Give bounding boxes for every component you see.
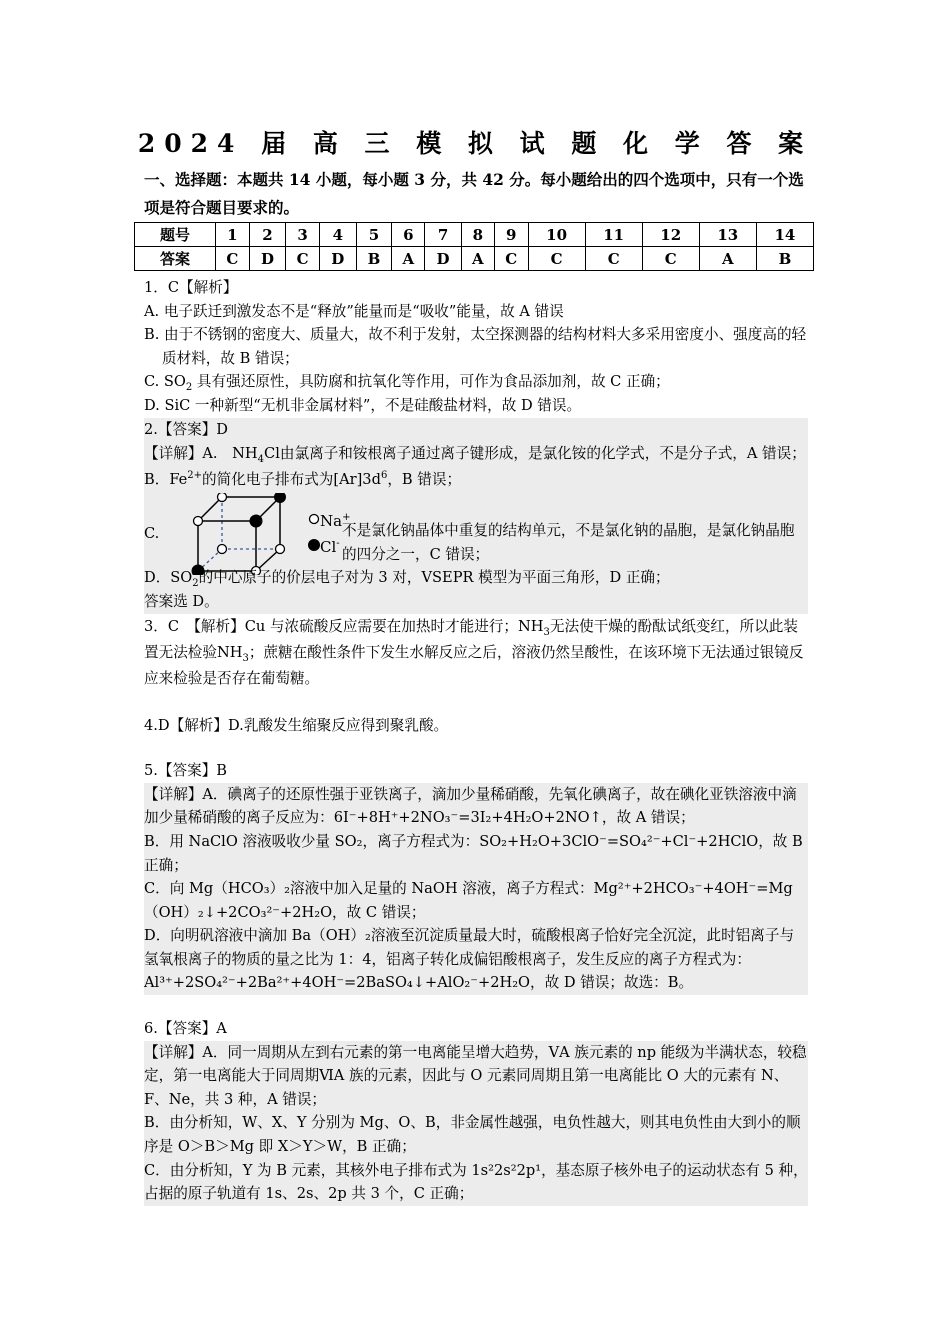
table-cell: 6 <box>392 223 425 247</box>
table-cell: C <box>494 247 528 271</box>
q2-a-formula-end: Cl <box>264 445 280 463</box>
question-6 <box>144 1017 808 1206</box>
q2-b-prefix: B． <box>144 471 170 489</box>
table-cell: B <box>356 247 392 271</box>
table-cell: C <box>286 247 320 271</box>
table-cell: 9 <box>494 223 528 247</box>
q3-text: 3．C 【解析】Cu 与浓硫酸反应需要在加热时才能进行；$NH_3$无法使干燥的酚酞试纸变红，所以此装置无法检验$NH_3$；蔗糖在酸性条件下发生水解反应之后，溶液仍然呈酸性，在该环境下无法通过银镜反应来检验是否存在葡萄糖。 <box>144 617 804 687</box>
q2-b-config: [Ar]3d <box>333 471 381 489</box>
q2-b-ion-charge: 2+ <box>187 470 203 482</box>
q1-c-text: 具有强还原性，具防腐和抗氧化等作用，可作为食品添加剂，故 C 正确； <box>196 373 670 391</box>
q3-post: ；蔗糖在酸性条件下发生水解反应之后，溶液仍然呈酸性，在该环境下无法通过银镜反应来检验是否存在葡萄糖。 <box>144 643 804 687</box>
q2-d-formula: D．SO <box>144 569 193 587</box>
answer-table <box>134 222 814 271</box>
q6-head: 6.【答案】A <box>144 1020 227 1038</box>
table-cell: 12 <box>642 223 699 247</box>
q1-option-d: D. SiC 一种新型“无机非金属材料”，不是硅酸盐材料，故 D 错误。 <box>144 396 582 414</box>
table-cell: C <box>585 247 642 271</box>
q3-mid: 无法使干燥的酚酞试纸变红，所以此装置无法检验 <box>144 617 798 661</box>
question-2 <box>144 418 808 614</box>
table-cell: A <box>461 247 494 271</box>
q2-b-text: ，B 错误； <box>387 471 462 489</box>
question-1 <box>144 276 808 418</box>
legend-na-charge: + <box>342 512 351 524</box>
q3-nh3-repeat: NH <box>216 643 243 661</box>
question-4: 4.D【解析】D.乳酸发生缩聚反应得到聚乳酸。 <box>144 716 449 734</box>
table-cell: 2 <box>249 223 286 247</box>
q2-b-config-sup: 6 <box>380 470 388 482</box>
q2-end: 答案选 D。 <box>144 592 219 610</box>
legend-na-symbol: Na <box>320 512 343 531</box>
q2-c-label: C. <box>144 525 160 543</box>
crystal-structure-diagram <box>166 493 343 575</box>
q5-option-d: D．向明矾溶液中滴加 Ba（OH）₂溶液至沉淀质量最大时，硫酸根离子恰好完全沉淀，此时铝离子与氢氧根离子的物质的量之比为 1：4，铝离子转化成偏铝酸根离子，发生反应的离子方程式为：Al³⁺+2SO₄²⁻+2Ba²⁺+4OH⁻=2BaSO₄↓+AlO₂⁻+2H₂O，故 D 错误；故选：B。 <box>144 927 795 992</box>
q1-head: 1．C【解析】 <box>144 279 238 296</box>
table-cell: C <box>642 247 699 271</box>
table-cell: 13 <box>699 223 756 247</box>
q2-c-text: 不是氯化钠晶体中重复的结构单元，不是氯化钠的晶胞，是氯化钠晶胞的四分之一，C 错误； <box>342 522 795 563</box>
question-5 <box>144 759 808 995</box>
q6-detail <box>144 1041 808 1206</box>
q2-a-formula: NH <box>232 445 258 463</box>
q2-a-text: 由氯离子和铵根离子通过离子键形成，是氯化铵的化学式，不是分子式，A 错误； <box>279 445 806 463</box>
q1-option-c: C. $SO_2$ 具有强还原性，具防腐和抗氧化等作用，可作为食品添加剂，故 C 正确； <box>144 373 670 394</box>
table-row-numbers <box>135 223 814 247</box>
q2-option-a: 【详解】A. $NH_4Cl$由氯离子和铵根离子通过离子键形成，是氯化铵的化学式，不是分子式，A 错误； <box>144 445 806 466</box>
q5-head: 5.【答案】B <box>144 762 228 780</box>
q1-option-a: A. 电子跃迁到激发态不是“释放”能量而是“吸收”能量，故 A 错误 <box>144 302 564 320</box>
q2-option-d: D．$SO_2$的中心原子的价层电子对为 3 对，VSEPR 模型为平面三角形，D 正确； <box>144 569 670 590</box>
table-cell: 3 <box>286 223 320 247</box>
table-cell: D <box>249 247 286 271</box>
table-cell: 5 <box>356 223 392 247</box>
q2-b-ion: Fe <box>169 471 188 489</box>
row-label-number: 题号 <box>135 223 216 247</box>
table-cell: C <box>528 247 585 271</box>
table-cell: 4 <box>320 223 357 247</box>
explanations <box>144 276 808 1206</box>
row-label-answer: 答案 <box>135 247 216 271</box>
q2-option-b <box>144 467 808 493</box>
q5-detail <box>144 783 808 995</box>
q2-d-text: 的中心原子的价层电子对为 3 对，VSEPR 模型为平面三角形，D 正确； <box>198 569 670 587</box>
table-row-answers <box>135 247 814 271</box>
q5-option-c: C．向 Mg（HCO₃）₂溶液中加入足量的 NaOH 溶液，离子方程式：Mg²⁺+2HCO₃⁻+4OH⁻=Mg（OH）₂↓+2CO₃²⁻+2H₂O，故 C 错误； <box>144 880 793 921</box>
q1-c-formula: C. SO <box>144 373 186 391</box>
q3-pre: 3．C 【解析】Cu 与浓硫酸反应需要在加热时才能进行； <box>144 617 519 635</box>
q2-head: 2.【答案】D <box>144 420 228 438</box>
q2-option-c <box>144 493 808 566</box>
table-cell: 11 <box>585 223 642 247</box>
q6-option-b: B．由分析知，W、X、Y 分别为 Mg、O、B，非金属性越强，电负性越大，则其电负性由大到小的顺序是 O＞B＞Mg 即 X＞Y＞W，B 正确； <box>144 1114 801 1156</box>
table-cell: 1 <box>215 223 249 247</box>
section-intro: 一、选择题：本题共 14 小题，每小题 3 分，共 42 分。每小题给出的四个选项中，只有一个选项是符合题目要求的。 <box>144 170 804 217</box>
table-cell: A <box>699 247 756 271</box>
table-cell: 10 <box>528 223 585 247</box>
table-cell: 8 <box>461 223 494 247</box>
table-cell: A <box>392 247 425 271</box>
q5-option-b: B．用 NaClO 溶液吸收少量 SO₂，离子方程式为：SO₂+H₂O+3ClO⁻=SO₄²⁻+Cl⁻+2HClO，故 B 正确； <box>144 832 803 874</box>
table-cell: C <box>215 247 249 271</box>
legend-cl-charge: - <box>336 538 340 550</box>
table-cell: B <box>756 247 813 271</box>
question-3 <box>144 614 808 692</box>
q2-b-mid: 的简化电子排布式为 <box>202 471 334 489</box>
table-cell: D <box>320 247 357 271</box>
page-title: 2024 届 高 三 模 拟 试 题 化 学 答 案 <box>137 129 813 158</box>
q6-option-a: 【详解】A．同一周期从左到右元素的第一电离能呈增大趋势，ⅤA 族元素的 np 能级为半满状态，较稳定，第一电离能大于同周期ⅥA 族的元素，因此与 O 元素同周期且第一电离能比 O 大的元素有 N、F、Ne，共 3 种，A 错误； <box>144 1043 807 1108</box>
q5-option-a: 【详解】A．碘离子的还原性强于亚铁离子，滴加少量稀硝酸，先氧化碘离子，故在碘化亚铁溶液中滴加少量稀硝酸的离子反应为：6I⁻+8H⁺+2NO₃⁻=3I₂+4H₂O+2NO↑，故 A 错误； <box>144 785 797 827</box>
q1-option-b: B. 由于不锈钢的密度大、质量大，故不利于发射，太空探测器的结构材料大多采用密度小、强度高的轻质材料，故 B 错误； <box>144 326 807 367</box>
q6-option-c: C．由分析知，Y 为 B 元素，其核外电子排布式为 1s²2s²2p¹，基态原子核外电子的运动状态有 5 种，占据的原子轨道有 1s、2s、2p 共 3 个，C 正确； <box>144 1161 808 1203</box>
q2-a-prefix: 【详解】A. <box>144 445 233 463</box>
table-cell: 7 <box>425 223 462 247</box>
legend-cl-symbol: Cl <box>320 538 337 557</box>
q3-nh3: NH <box>518 617 544 635</box>
table-cell: D <box>425 247 462 271</box>
table-cell: 14 <box>756 223 813 247</box>
